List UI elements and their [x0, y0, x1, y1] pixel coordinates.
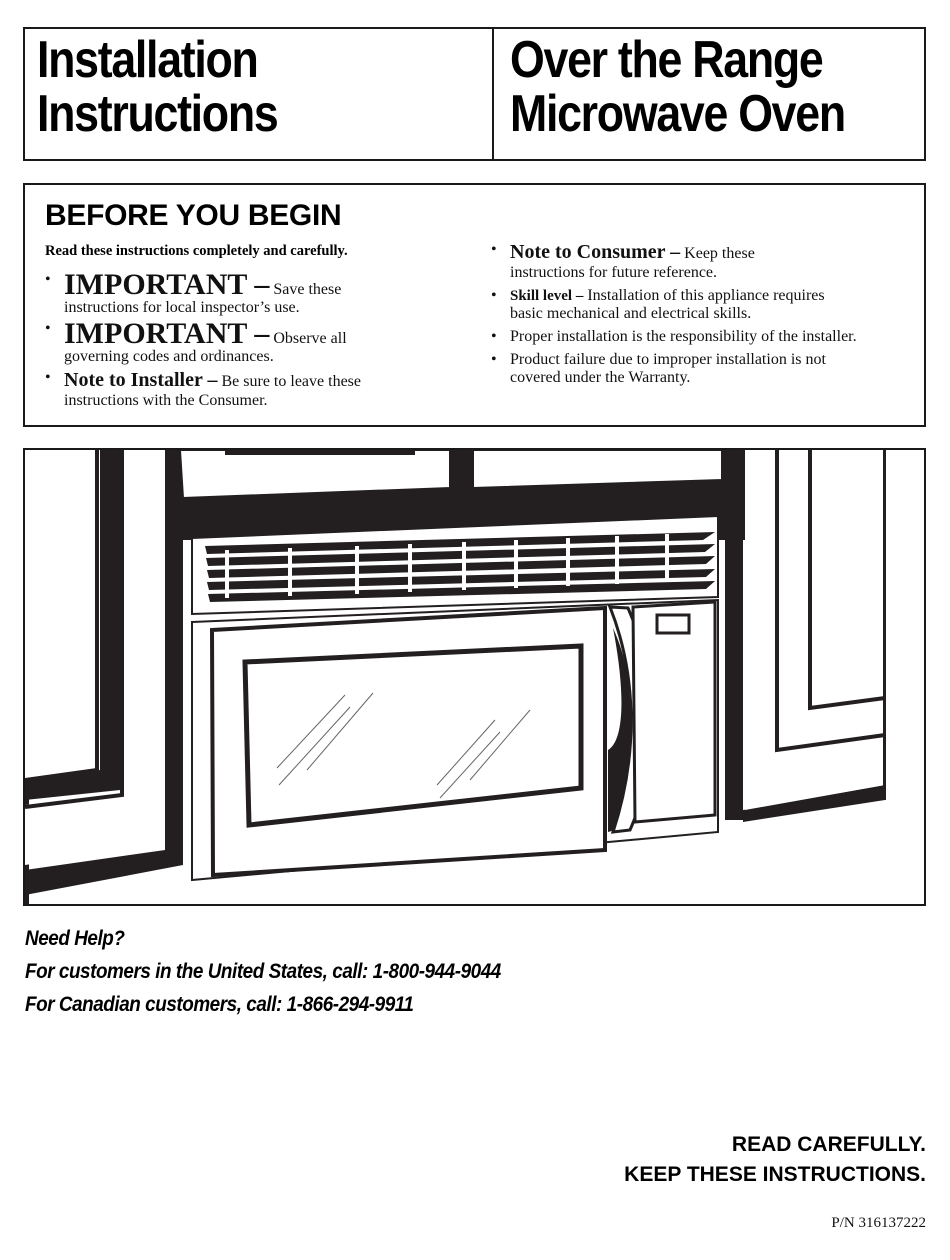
bullet-text: instructions for future reference. [510, 264, 718, 281]
bullet-text: covered under the Warranty. [510, 369, 691, 386]
bullet-icon: • [45, 271, 51, 288]
document-type-title [25, 29, 494, 159]
help-heading: Need Help? [25, 927, 125, 950]
bullet-text: Keep these [680, 245, 755, 262]
bullet-lead: IMPORTANT – [64, 317, 270, 350]
right-bullet-list [491, 241, 921, 392]
before-you-begin-section [23, 183, 926, 427]
title-line: Installation [37, 31, 258, 89]
read-carefully-notice: READ CAREFULLY. [731, 1133, 926, 1156]
bullet-text: Observe all [269, 330, 347, 347]
product-title [494, 29, 924, 159]
bullet-icon: • [491, 351, 497, 368]
bullet-text: instructions for local inspector’s use. [64, 299, 300, 316]
bullet-lead: Note to Consumer – [510, 241, 681, 263]
us-phone-line: For customers in the United States, call: 1-800-944-9044 [25, 960, 501, 983]
bullet-icon: • [45, 320, 51, 337]
bullet-text: instructions with the Consumer. [64, 392, 268, 409]
bullet-lead: IMPORTANT – [64, 268, 270, 301]
bullet-text: Proper installation is the responsibility of the installer. [510, 328, 857, 345]
bullet-lead: Note to Installer – [64, 369, 218, 391]
section-subheading: Read these instructions completely and carefully. [45, 243, 348, 259]
left-bullet-list [45, 267, 485, 409]
bullet-icon: • [45, 369, 51, 386]
bullet-item [491, 328, 921, 346]
microwave-illustration [23, 448, 926, 906]
bullet-item [491, 351, 921, 387]
title-header [23, 27, 926, 161]
bullet-icon: • [491, 328, 497, 345]
keep-instructions-notice: KEEP THESE INSTRUCTIONS. [624, 1163, 926, 1186]
bullet-item [491, 287, 921, 323]
bullet-item [45, 317, 485, 365]
bullet-item [491, 241, 921, 282]
microwave-oven-icon [25, 450, 924, 904]
canada-phone-line: For Canadian customers, call: 1-866-294-9911 [25, 993, 414, 1016]
part-number: P/N 316137222 [831, 1215, 926, 1231]
bullet-text: Save these [269, 281, 342, 298]
bullet-icon: • [491, 287, 497, 304]
bullet-text: Be sure to leave these [217, 373, 361, 390]
bullet-lead: Skill level – [510, 288, 584, 304]
title-line: Microwave Oven [510, 85, 845, 143]
bullet-text: governing codes and ordinances. [64, 348, 274, 365]
bullet-text: basic mechanical and electrical skills. [510, 305, 752, 322]
section-heading: BEFORE YOU BEGIN [45, 199, 342, 232]
bullet-text: Product failure due to improper installation is not [510, 351, 826, 368]
bullet-item [45, 369, 485, 409]
bullet-text: Installation of this appliance requires [583, 287, 825, 304]
title-line: Over the Range [510, 31, 823, 89]
bullet-icon: • [491, 241, 497, 258]
title-line: Instructions [37, 85, 278, 143]
bullet-item [45, 268, 485, 316]
